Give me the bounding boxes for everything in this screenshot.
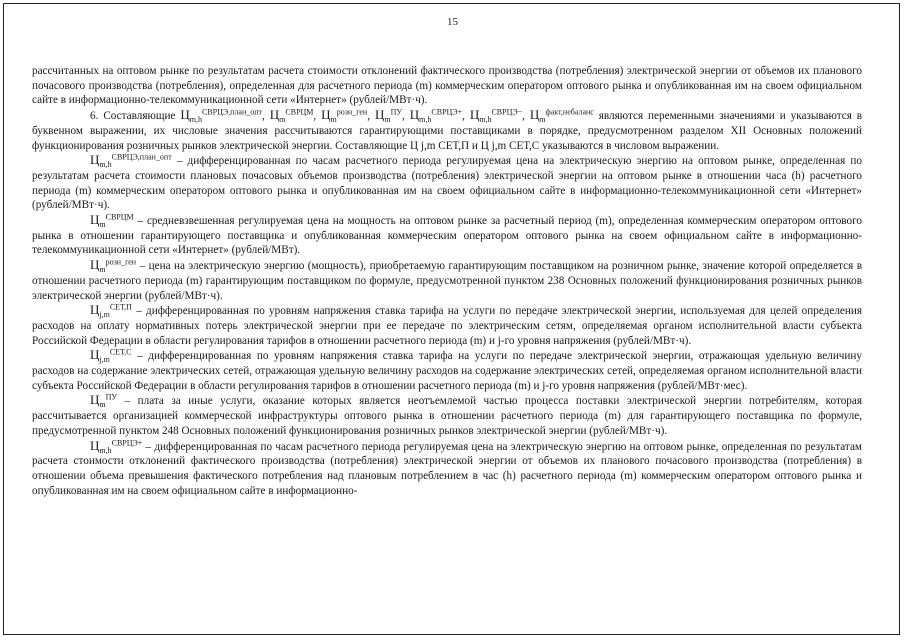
definition-rozn-gen: $Ц_m^{розн\_ген}$ – цена на электрическую энергию (мощность), приобретаемую гарантирующим поставщиком на розничном рынке, значение которой определяется в отношении расчетного периода (m) гарантирующим поставщиком по формуле, предусмотренной пунктом 238 Основных положений функционирования розничных рынков электрической энергии (рублей/МВт·ч). xyxy=(32,257,863,302)
definition-planopt: $Ц_{m,h}^{СВРЦЭ,план\_опт}$ – дифференцированная по часам расчетного периода регулируемая цена на электрическую энергию на оптовом рынке, определенная по результатам расчета стоимости плановых почасовых объемов производства (потребления) электрической энергии на оптовом рынке в отношении часа (h) расчетного периода (m) коммерческим оператором оптового рынка и опубликованная им на своем официальном сайте в информационно-телекоммуникационной сети «Интернет» (рублей/МВт·ч). xyxy=(32,152,862,212)
definition-svrce-plus: $Ц_{m,h}^{СВРЦЭ+}$ – дифференцированная по часам расчетного периода регулируемая цена на электрическую энергию на оптовом рынке, определенная по результатам расчета стоимости отклонений фактического производства (потребления) электрической энергии от объемов их планового почасового производства (потребления) в отношении объема превышения фактического потребления над плановым потреблением в час (h) расчетного периода (m) коммерческим оператором оптового рынка и опубликованная им на своем официальном сайте в информационно- xyxy=(32,437,862,497)
definition-svrcm: $Ц_m^{СВРЦМ}$ – средневзвешенная регулируемая цена на мощность на оптовом рынке за расчетный период (m), определенная коммерческим оператором оптового рынка в отношении гарантирующего поставщика и опубликованная коммерческим оператором оптового рынка на своем официальном сайте в информационно-телекоммуникационной сети «Интернет» (рублей/МВт). xyxy=(32,212,862,257)
definition-set-p: $Ц_{j,m}^{СЕТ,П}$ – дифференцированная по уровням напряжения ставка тарифа на услуги по передаче электрической энергии, используемая для целей определения расходов на оплату нормативных потерь электрической энергии при ее передаче по электрическим сетям, определяемая органом исполнительной власти субъекта Российской Федерации в области регулирования тарифов в отношении расчетного периода (m) и j-го уровня напряжения (рублей/МВт·ч). xyxy=(32,302,862,347)
definition-pu: $Ц_m^{ПУ}$ – плата за иные услуги, оказание которых является неотъемлемой частью процесса поставки электрической энергии потребителям, которая рассчитывается организацией коммерческой инфраструктуры оптового рынка в отношении расчетного периода (m) для гарантирующего поставщика по формуле, предусмотренной пунктом 248 Основных положений функционирования розничных рынков электрической энергии (рублей/МВт·ч). xyxy=(32,392,863,437)
paragraph-6: 6. Составляющие $Ц_{m,h}^{СВРЦЭ,план\_опт}$, $Ц_m^{СВРЦМ}$, $Ц_m^{розн\_ген}$, $Ц_m^{ПУ}$, $Ц_{m,h}^{СВРЦЭ+}$, $Ц_{m,h}^{СВРЦЭ-}$, $Ц_m^{факт,небаланс}$ являются переменными значениями и указываются в буквенном выражении, их числовые значения рассчитываются гарантирующими поставщиками в порядке, предусмотренном разделом XII Основных положений функционирования розничных рынков электрической энергии. Составляющие Ц j,m СЕТ,П и Ц j,m СЕТ,С указываются в числовом выражении. xyxy=(32,107,863,152)
document-body xyxy=(32,64,862,498)
paragraph-continuation: рассчитанных на оптовом рынке по результатам расчета стоимости отклонений фактического производства (потребления) электрической энергии от объемов их планового почасового производства (потребления), определенная для расчетного периода (m) коммерческим оператором оптового рынка и опубликованная им на своем официальном сайте в информационно-телекоммуникационной сети «Интернет» (рублей/МВт·ч). xyxy=(32,65,862,107)
definition-set-c: $Ц_{j,m}^{СЕТ,С}$ – дифференцированная по уровням напряжения ставка тарифа на услуги по передаче электрической энергии, отражающая удельную величину расходов на содержание электрических сетей, отражающая удельную величину расходов на содержание электрических сетей, определяемая органом исполнительной власти субъекта Российской Федерации в области регулирования тарифов в отношении расчетного периода (m) и j-го уровня напряжения (рублей/МВт·мес). xyxy=(32,347,862,392)
paragraph-text: являются переменными значениями и указываются в буквенном выражении, их числовые значения рассчитываются гарантирующими поставщиками в порядке, предусмотренном разделом XII Основных положений функционирования розничных рынков электрической энергии. Составляющие Ц j,m СЕТ,П и Ц j,m СЕТ,С указываются в числовом выражении. xyxy=(32,110,863,152)
paragraph-lead: 6. Составляющие xyxy=(90,110,176,123)
page-number: 15 xyxy=(447,16,458,28)
